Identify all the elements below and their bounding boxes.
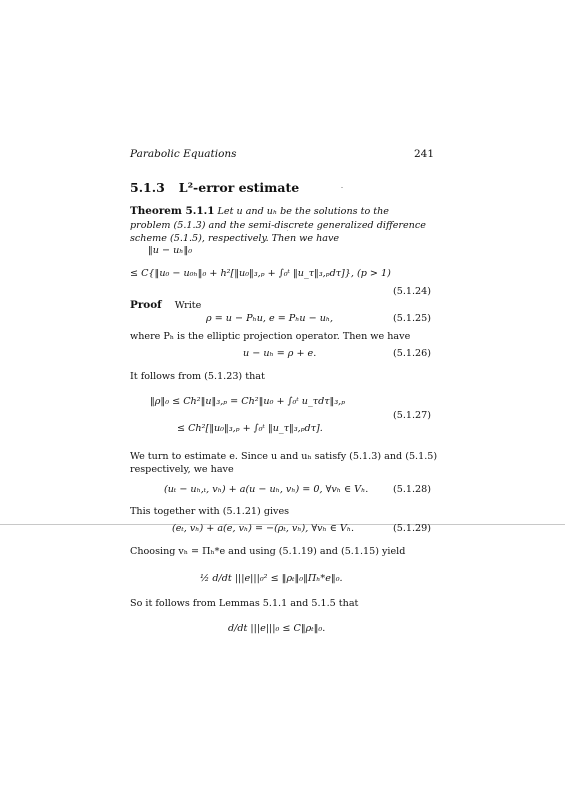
section-heading	[130, 180, 299, 195]
section-number: 5.1.3	[130, 180, 165, 195]
scan-speck	[341, 187, 343, 188]
section-title: L²-error estimate	[178, 180, 300, 195]
equation-number-5-1-25: (5.1.25)	[393, 313, 432, 324]
paragraph-choosing: Choosing vₕ = Πₕ*e and using (5.1.19) and (5.1.15) yield	[130, 546, 406, 557]
equation-5-1-24-line2: ≤ C{‖u₀ − u₀ₕ‖₀ + h²[‖u₀‖₃,ₚ + ∫₀ᵗ ‖u_τ‖₃,ₚdτ]}, (p > 1)	[130, 268, 391, 279]
equation-5-1-25: ρ = u − Pₕu, e = Pₕu − uₕ,	[206, 313, 334, 324]
paragraph-turn-line1: We turn to estimate e. Since u and uₕ satisfy (5.1.3) and (5.1.5)	[130, 451, 438, 462]
equation-5-1-28: (uₜ − uₕ,ₜ, vₕ) + a(u − uₕ, vₕ) = 0, ∀vₕ ∈ Vₕ.	[164, 484, 369, 495]
paragraph-together: This together with (5.1.21) gives	[130, 506, 290, 517]
equation-5-1-27-line1: ‖ρ‖₀ ≤ Ch²‖u‖₃,ₚ = Ch²‖u₀ + ∫₀ᵗ u_τdτ‖₃,ₚ	[150, 396, 346, 407]
equation-5-1-29: (eₜ, vₕ) + a(e, vₕ) = −(ρₜ, vₕ), ∀vₕ ∈ Vₕ.	[172, 523, 355, 534]
paragraph-lemmas: So it follows from Lemmas 5.1.1 and 5.1.5 that	[130, 598, 359, 609]
equation-number-5-1-24: (5.1.24)	[393, 286, 432, 297]
proof-write-text: Write	[174, 300, 202, 311]
equation-final-estimate: d/dt |||e|||₀ ≤ C‖ρₜ‖₀.	[228, 623, 326, 634]
equation-number-5-1-27: (5.1.27)	[393, 410, 432, 421]
proof-intro	[130, 299, 201, 313]
paragraph-follows: It follows from (5.1.23) that	[130, 371, 265, 382]
equation-number-5-1-28: (5.1.28)	[393, 484, 432, 495]
equation-5-1-26: u − uₕ = ρ + e.	[243, 348, 317, 359]
equation-5-1-24-line1: ‖u − uₕ‖₀	[148, 245, 193, 256]
paragraph-turn-line2: respectively, we have	[130, 464, 234, 475]
equation-5-1-27-line2: ≤ Ch²[‖u₀‖₃,ₚ + ∫₀ᵗ ‖u_τ‖₃,ₚdτ].	[177, 423, 323, 434]
equation-number-5-1-29: (5.1.29)	[393, 523, 432, 534]
equation-number-5-1-26: (5.1.26)	[393, 348, 432, 359]
theorem-block	[130, 205, 430, 246]
equation-energy-estimate: ½ d/dt |||e|||₀² ≤ ‖ρₜ‖₀‖Πₕ*e‖₀.	[200, 573, 343, 584]
theorem-label: Theorem 5.1.1	[130, 205, 215, 217]
running-header-title: Parabolic Equations	[130, 148, 237, 160]
scan-speck	[287, 230, 288, 231]
page-number: 241	[414, 148, 435, 160]
paragraph-where: where Pₕ is the elliptic projection operator. Then we have	[130, 331, 411, 342]
proof-label: Proof	[130, 299, 162, 311]
theorem-statement: Let u and uₕ be the solutions to the problem (5.1.3) and the semi-discrete generalized difference scheme (5.1.5), respectively. Then we have	[130, 206, 426, 244]
